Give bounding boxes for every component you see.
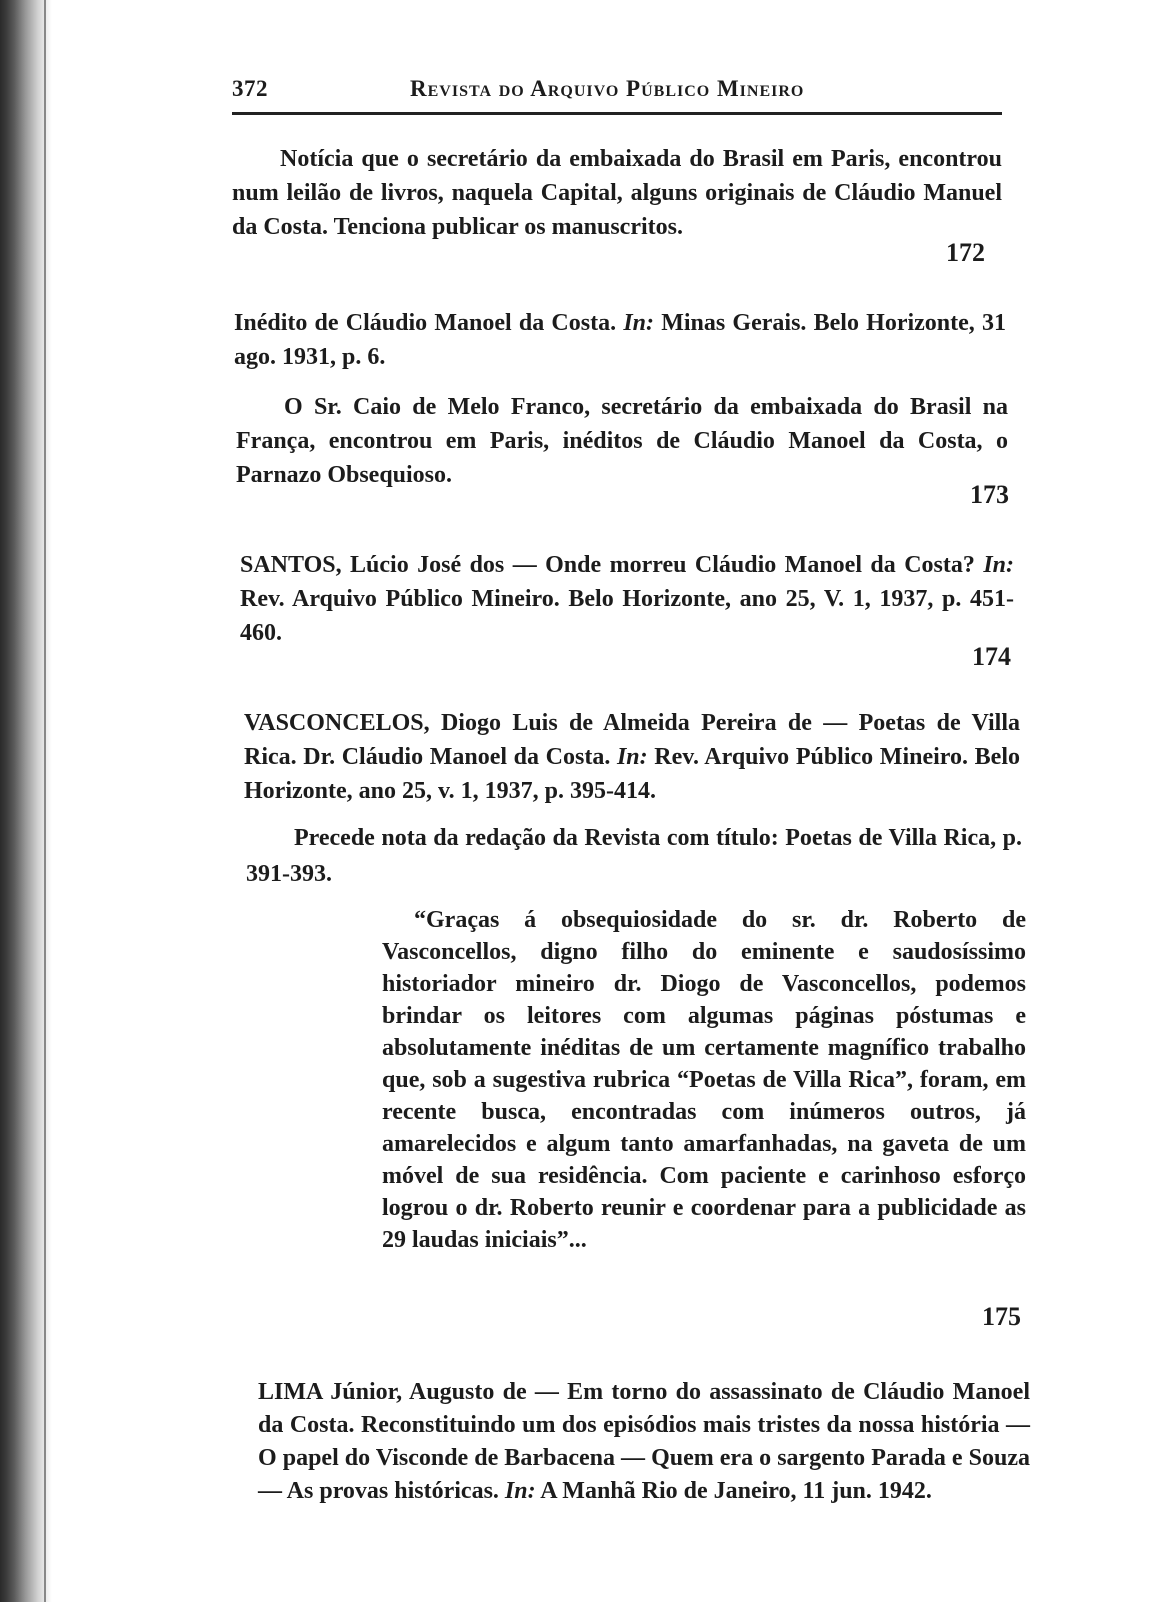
entry-number: 173 <box>970 480 1009 509</box>
header-rule <box>232 112 1002 115</box>
entry-172-annotation <box>232 142 1002 244</box>
citation-text <box>258 1376 1030 1508</box>
entry-174-citation <box>240 548 1014 650</box>
citation-text <box>244 706 1020 808</box>
entry-173-citation <box>234 306 1006 374</box>
entry-173-annotation <box>236 390 1008 492</box>
citation-in: In: <box>983 552 1014 578</box>
block-quote <box>382 904 1026 1256</box>
citation-main: Inédito de Cláudio Manoel da Costa. <box>234 310 624 336</box>
running-title: Revista do Arquivo Público Mineiro <box>410 76 805 101</box>
entry-number: 174 <box>972 642 1011 671</box>
page-header <box>232 76 1000 112</box>
citation-source: A Manhã Rio de Janeiro, 11 jun. 1942. <box>535 1478 932 1504</box>
citation-main: SANTOS, Lúcio José dos — Onde morreu Cláudio Manoel da Costa? <box>240 552 984 578</box>
entry-175-annotation <box>246 820 1022 892</box>
citation-source: Minas Gerais. Belo Horizonte, 31 ago. 1931, p. 6. <box>234 310 1007 370</box>
annotation-paragraph: Notícia que o secretário da embaixada do Brasil em Paris, encontrou num leilão de livros, naquela Capital, alguns originais de Cláudio Manuel da Costa. Tenciona publicar os manuscritos. <box>232 146 1002 240</box>
page-number: 372 <box>232 76 268 101</box>
entry-number: 175 <box>982 1302 1021 1331</box>
entry-number: 172 <box>946 238 985 267</box>
citation-main: VASCONCELOS, Diogo Luis de Almeida Pereira de — Poetas de Villa Rica. Dr. Cláudio Manoel da Costa. <box>244 710 1020 770</box>
binding-edge-line <box>44 0 46 1602</box>
citation-in: In: <box>616 744 648 770</box>
quote-text: “Graças á obsequiosidade do sr. dr. Roberto de Vasconcellos, digno filho do eminente e saudosíssimo historiador mineiro dr. Diogo de Vasconcellos, podemos brindar os leitores com algumas páginas póstumas e absolutamente inéditas de um certamente magnífico trabalho que, sob a sugestiva rubrica “Poetas de Villa Rica”, foram, em recente busca, encontradas com inúmeros outros, já amarelecidos e algum tanto amarfanhadas, na gaveta de um móvel de sua residência. Com paciente e carinhoso esforço logrou o dr. Roberto reunir e coordenar para a publicidade as 29 laudas iniciais”... <box>382 907 1026 1253</box>
citation-in: In: <box>623 310 654 336</box>
citation-source: Rev. Arquivo Público Mineiro. Belo Horizonte, ano 25, V. 1, 1937, p. 451-460. <box>240 586 1014 646</box>
citation-text <box>234 306 1006 374</box>
entry-175-citation <box>244 706 1020 808</box>
citation-in: In: <box>504 1478 536 1504</box>
annotation-paragraph: Precede nota da redação da Revista com título: Poetas de Villa Rica, p. 391-393. <box>246 825 1022 887</box>
annotation-paragraph: O Sr. Caio de Melo Franco, secretário da embaixada do Brasil na França, encontrou em Paris, inéditos de Cláudio Manoel da Costa, o Parnazo Obsequioso. <box>236 394 1008 488</box>
entry-lima-citation <box>258 1376 1030 1508</box>
citation-source: Rev. Arquivo Público Mineiro. Belo Horizonte, ano 25, v. 1, 1937, p. 395-414. <box>244 744 1020 804</box>
citation-text <box>240 548 1014 650</box>
citation-main: LIMA Júnior, Augusto de — Em torno do assassinato de Cláudio Manoel da Costa. Reconstituindo um dos episódios mais tristes da nossa história — O papel do Visconde de Barbacena — Quem era o sargento Parada e Souza — As provas históricas. <box>258 1379 1030 1504</box>
